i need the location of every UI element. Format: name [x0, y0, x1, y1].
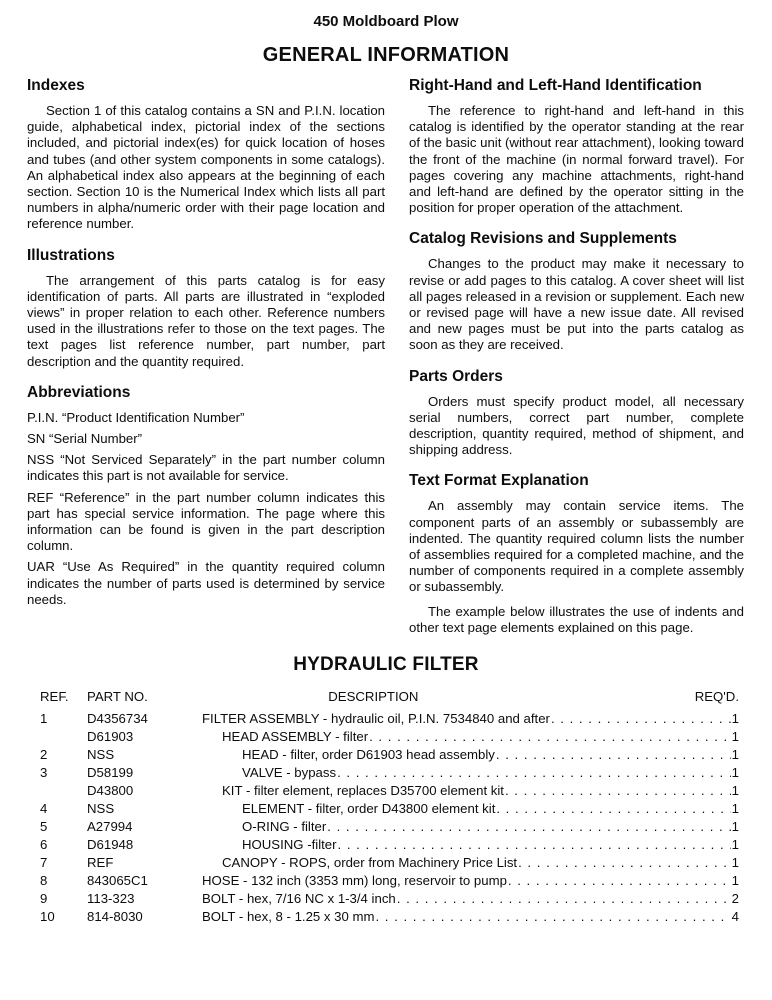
- header-reqd: REQ'D.: [694, 689, 739, 705]
- table-row: [40, 818, 739, 836]
- table-row: [40, 908, 739, 926]
- description-cell: [202, 872, 739, 890]
- section-catalog-revisions: [409, 230, 744, 353]
- ref-cell: 7: [40, 855, 48, 871]
- header-description-cell: [202, 688, 739, 706]
- abbreviation-item: SN “Serial Number”: [27, 431, 143, 447]
- section-rh-lh-identification: [409, 77, 744, 216]
- section-paragraph: Section 1 of this catalog contains a SN and P.I.N. location guide, alphabetical index, pictorial index of the sections included, and pictorial index(es) for quick location of hoses and tubes (and other system components in some catalogs). An alphabetical index also appears at the beginning of each section. Section 10 is the Numerical Index which lists all part numbers in alpha/numeric order with their page location and reference number.: [27, 103, 385, 232]
- table-row: [40, 782, 739, 800]
- header-description: DESCRIPTION: [328, 689, 419, 705]
- dot-leader: [496, 800, 730, 818]
- abbreviation-item: P.I.N. “Product Identification Number”: [27, 409, 245, 425]
- description-text: FILTER ASSEMBLY - hydraulic oil, P.I.N. 7534840 and after: [202, 711, 550, 727]
- description-text: CANOPY - ROPS, order from Machinery Price List: [222, 855, 518, 871]
- section-illustrations: [27, 247, 385, 370]
- section-paragraph: The arrangement of this parts catalog is for easy identification of parts. All parts are illustrated in “exploded views” in proper relation to each other. Reference numbers used in the illustrations refer to those on the text pages. The text pages list reference number, part number, part description and the quantity required.: [27, 272, 385, 369]
- section-heading: Text Format Explanation: [409, 472, 589, 490]
- table-row: [40, 890, 739, 908]
- part-no-cell: 113-323: [87, 891, 135, 907]
- dot-leader: [397, 890, 731, 908]
- ref-cell: 5: [40, 819, 48, 835]
- model-title: 450 Moldboard Plow: [313, 13, 459, 30]
- quantity: 1: [731, 873, 739, 889]
- table-row: [40, 710, 739, 728]
- quantity: 1: [731, 819, 739, 835]
- part-no-cell: D61948: [87, 837, 134, 853]
- section-parts-orders: [409, 368, 744, 459]
- dot-leader: [496, 746, 731, 764]
- part-no-cell: D43800: [87, 783, 134, 799]
- table-row: [40, 746, 739, 764]
- description-cell: [202, 728, 739, 746]
- abbreviation-item: UAR “Use As Required” in the quantity required column indicates the number of parts used is determined by service needs.: [27, 559, 385, 607]
- part-no-cell: D61903: [87, 729, 134, 745]
- quantity: 1: [731, 729, 739, 745]
- description-cell: [202, 890, 739, 908]
- section-paragraph: The example below illustrates the use of indents and other text page elements explained on this page.: [409, 603, 744, 635]
- ref-cell: 2: [40, 747, 48, 763]
- quantity: 1: [731, 783, 739, 799]
- header-part-no: PART NO.: [87, 689, 148, 705]
- left-column: [27, 77, 385, 644]
- abbreviation-item: REF “Reference” in the part number column indicates this part has special service information. The page where this information can be found is given in the part description column.: [27, 489, 385, 554]
- section-text-format: [409, 472, 744, 636]
- ref-cell: 9: [40, 891, 48, 907]
- table-row: [40, 728, 739, 746]
- ref-cell: 4: [40, 801, 48, 817]
- section-heading: Right-Hand and Left-Hand Identification: [409, 77, 702, 94]
- dot-leader: [551, 710, 731, 728]
- parts-table: [40, 688, 739, 926]
- ref-cell: 3: [40, 765, 48, 781]
- dot-leader: [508, 872, 731, 890]
- description-text: O-RING - filter: [242, 819, 327, 835]
- right-column: [409, 77, 744, 644]
- page-title: GENERAL INFORMATION: [262, 44, 510, 66]
- quantity: 1: [731, 837, 739, 853]
- table-row: [40, 854, 739, 872]
- part-no-cell: D58199: [87, 765, 134, 781]
- section-heading: Abbreviations: [27, 383, 131, 401]
- dot-leader: [338, 836, 731, 854]
- description-cell: [202, 818, 739, 836]
- quantity: 1: [731, 711, 739, 727]
- description-cell: [202, 854, 739, 872]
- ref-cell: 6: [40, 837, 48, 853]
- table-row: [40, 836, 739, 854]
- dot-leader: [369, 728, 731, 746]
- section-heading: Catalog Revisions and Supplements: [409, 230, 677, 248]
- section-paragraph: The reference to right-hand and left-hand in this catalog is identified by the operator standing at the rear of the basic unit (without rear attachment), looking toward the front of the machine (in normal forward travel). For pages covering any machine attachments, right-hand and left-hand are defined by the operator sitting in the position for proper operation of the attachment.: [409, 103, 744, 216]
- description-text: HEAD - filter, order D61903 head assembly: [242, 747, 495, 763]
- section-heading: Illustrations: [27, 246, 115, 264]
- section-heading: Parts Orders: [409, 367, 503, 385]
- description-text: KIT - filter element, replaces D35700 element kit: [222, 783, 504, 799]
- dot-leader: [505, 782, 731, 800]
- section-paragraph: Orders must specify product model, all necessary serial numbers, correct part number, complete description, quantity required, method of shipment, and shipping address.: [409, 393, 744, 458]
- part-no-cell: REF: [87, 855, 114, 871]
- table-row: [40, 800, 739, 818]
- dot-leader: [327, 818, 730, 836]
- description-cell: [202, 764, 739, 782]
- ref-cell: 10: [40, 909, 55, 925]
- dot-leader: [518, 854, 731, 872]
- part-no-cell: 843065C1: [87, 873, 148, 889]
- ref-cell: 1: [40, 711, 48, 727]
- dot-leader: [337, 764, 731, 782]
- section-abbreviations: [27, 384, 385, 608]
- quantity: 1: [731, 855, 739, 871]
- part-no-cell: NSS: [87, 801, 115, 817]
- description-text: HEAD ASSEMBLY - filter: [222, 729, 369, 745]
- part-no-cell: D4356734: [87, 711, 148, 727]
- description-text: HOSE - 132 inch (3353 mm) long, reservoir to pump: [202, 873, 507, 889]
- table-title: HYDRAULIC FILTER: [293, 654, 479, 676]
- table-row: [40, 764, 739, 782]
- part-no-cell: NSS: [87, 747, 115, 763]
- description-text: BOLT - hex, 8 - 1.25 x 30 mm: [202, 909, 375, 925]
- section-paragraph: An assembly may contain service items. The component parts of an assembly or subassembly are indented. The quantity required column lists the number of assemblies required for a completed machine, and the number of components required in a complete assembly or subassembly.: [409, 498, 744, 595]
- part-no-cell: 814-8030: [87, 909, 143, 925]
- part-no-cell: A27994: [87, 819, 133, 835]
- quantity: 1: [731, 765, 739, 781]
- description-cell: [202, 836, 739, 854]
- description-cell: [202, 710, 739, 728]
- description-cell: [202, 800, 739, 818]
- description-text: BOLT - hex, 7/16 NC x 1-3/4 inch: [202, 891, 396, 907]
- quantity: 1: [731, 747, 739, 763]
- description-cell: [202, 746, 739, 764]
- description-text: VALVE - bypass: [242, 765, 337, 781]
- description-text: ELEMENT - filter, order D43800 element kit: [242, 801, 496, 817]
- table-header-row: [40, 688, 739, 706]
- abbreviation-item: NSS “Not Serviced Separately” in the part number column indicates this part is not available for service.: [27, 452, 385, 484]
- description-cell: [202, 782, 739, 800]
- description-text: HOUSING -filter: [242, 837, 337, 853]
- description-cell: [202, 908, 739, 926]
- quantity: 2: [731, 891, 739, 907]
- ref-cell: 8: [40, 873, 48, 889]
- dot-leader: [375, 908, 730, 926]
- text-columns: [0, 77, 772, 644]
- section-indexes: [27, 77, 385, 233]
- section-paragraph: Changes to the product may make it necessary to revise or add pages to this catalog. A cover sheet will list all pages released in a revision or supplement. Each new or revised page will have a new issue date. All revised and new pages must be put into the parts catalog as soon as they are received.: [409, 256, 744, 353]
- quantity: 4: [731, 909, 739, 925]
- table-row: [40, 872, 739, 890]
- section-heading: Indexes: [27, 77, 85, 94]
- header-ref: REF.: [40, 689, 69, 705]
- quantity: 1: [731, 801, 739, 817]
